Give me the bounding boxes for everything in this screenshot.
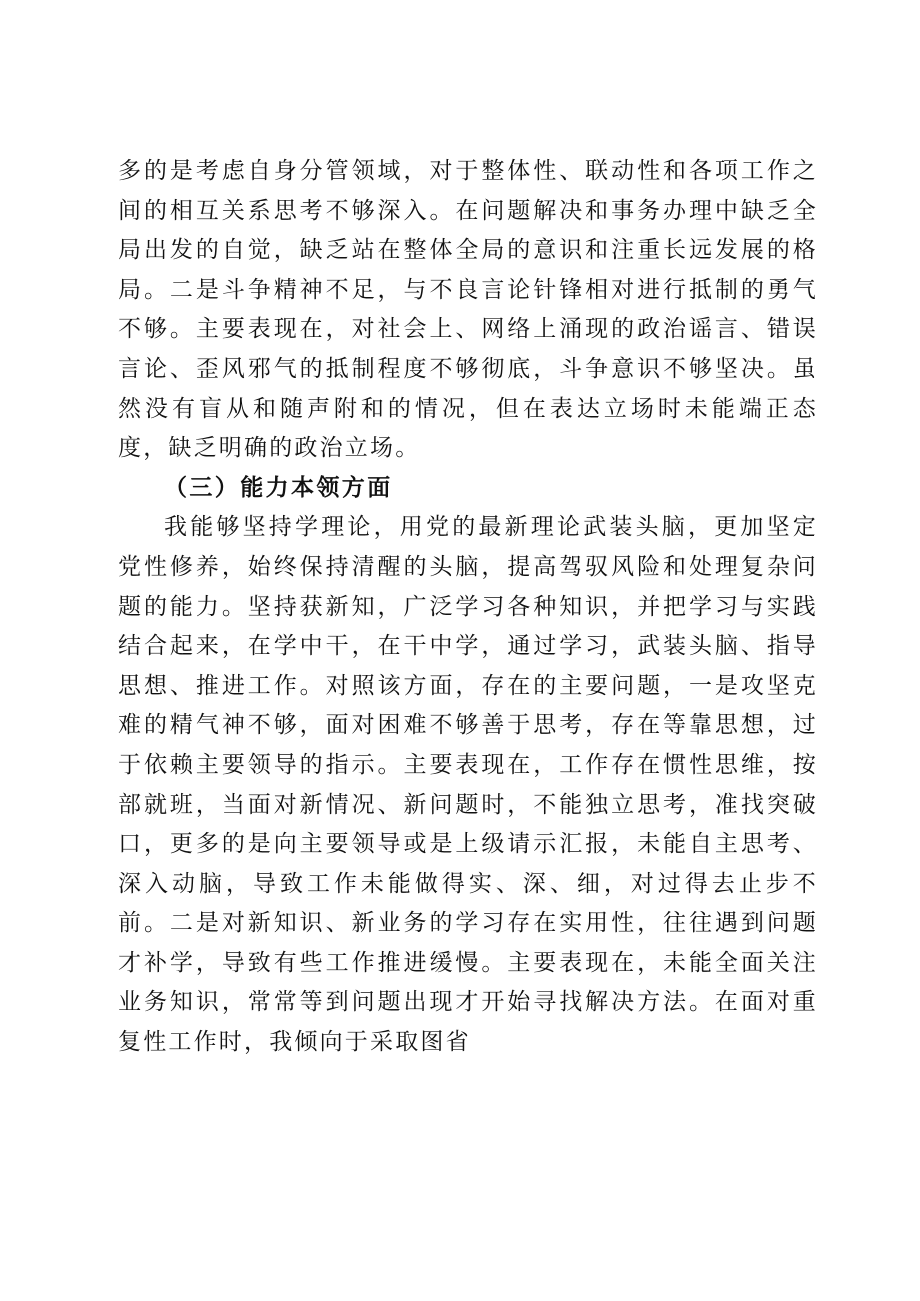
paragraph-continuation: 多的是考虑自身分管领域，对于整体性、联动性和各项工作之间的相互关系思考不够深入。在问题解决和事务办理中缺乏全局出发的自觉，缺乏站在整体全局的意识和注重长远发展的格局。二是斗争精神不足，与不良言论针锋相对进行抵制的勇气不够。主要表现在，对社会上、网络上涌现的政治谣言、错误言论、歪风邪气的抵制程度不够彻底，斗争意识不够坚决。虽然没有盲从和随声附和的情况，但在表达立场时未能端正态度，缺乏明确的政治立场。 xyxy=(118,158,818,462)
paragraph-body: 我能够坚持学理论，用党的最新理论武装头脑，更加坚定党性修养，始终保持清醒的头脑，提高驾驭风险和处理复杂问题的能力。坚持获新知，广泛学习各种知识，并把学习与实践结合起来，在学中干，在干中学，通过学习，武装头脑、指导思想、推进工作。对照该方面，存在的主要问题，一是攻坚克难的精气神不够，面对困难不够善于思考，存在等靠思想，过于依赖主要领导的指示。主要表现在，工作存在惯性思维，按部就班，当面对新情况、新问题时，不能独立思考，准找突破口，更多的是向主要领导或是上级请示汇报，未能自主思考、深入动脑，导致工作未能做得实、深、细，对过得去止步不前。二是对新知识、新业务的学习存在实用性，往往遇到问题才补学，导致有些工作推进缓慢。主要表现在，未能全面关注业务知识，常常等到问题出现才开始寻找解决方法。在面对重复性工作时，我倾向于采取图省 xyxy=(118,514,818,1056)
section-heading: （三）能力本领方面 xyxy=(164,474,393,501)
document-body xyxy=(118,152,818,1063)
